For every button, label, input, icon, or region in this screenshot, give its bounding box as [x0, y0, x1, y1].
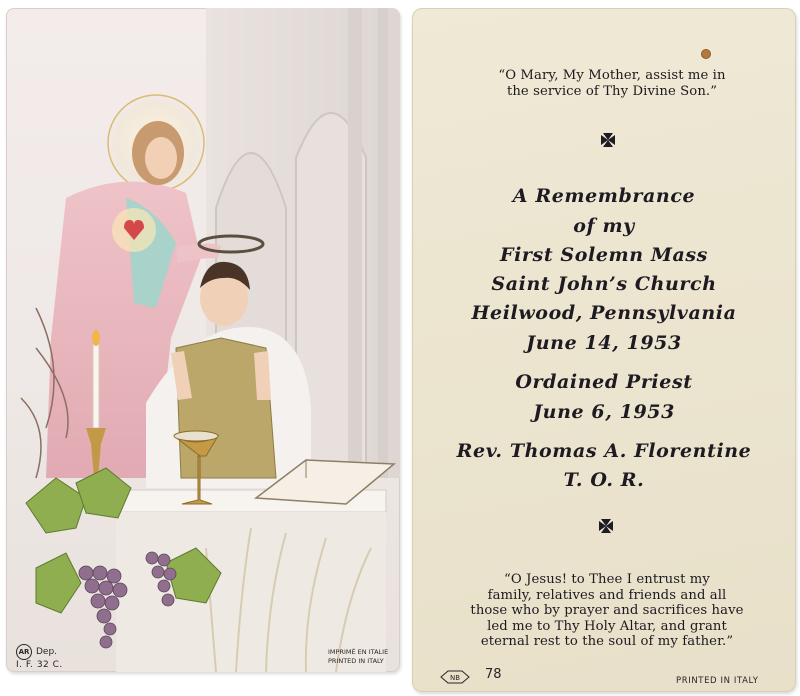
- illustration-sacred-heart-priest: [6, 8, 400, 672]
- publisher-mark: [16, 644, 57, 660]
- pin-hole: [701, 49, 711, 59]
- quote-line: led me to Thy Holy Altar, and grant: [487, 618, 727, 634]
- quote-line: eternal rest to the soul of my father.”: [480, 634, 734, 649]
- religious-order: T. O. R.: [563, 469, 645, 491]
- quote-line: “O Mary, My Mother, assist me in: [498, 68, 726, 83]
- maltese-cross-icon: [600, 132, 616, 148]
- quote-line: the service of Thy Divine Son.”: [506, 83, 718, 99]
- remembrance-heading: A Remembrance: [512, 185, 696, 207]
- mass-date: June 14, 1953: [526, 332, 682, 354]
- quote-line: family, relatives and friends and all: [487, 587, 727, 603]
- priest-name: Rev. Thomas A. Florentine: [456, 440, 752, 462]
- card-number: 78: [485, 667, 502, 682]
- maltese-cross-icon: [598, 518, 614, 534]
- publisher-logo-icon: AR: [16, 644, 32, 660]
- series-code: I. F. 32 C.: [16, 660, 63, 670]
- quote-line: “O Jesus! to Thee I entrust my: [504, 572, 710, 587]
- imprint-line-1: IMPRIMÉ EN ITALIE: [328, 648, 389, 656]
- dedication-prayer-quote: [442, 572, 772, 650]
- printed-in-italy: PRINTED IN ITALY: [676, 676, 759, 686]
- ordination-date: June 6, 1953: [533, 401, 675, 423]
- publisher-dep-label: Dep.: [36, 647, 58, 657]
- ordination-heading: Ordained Priest: [515, 371, 693, 393]
- quote-line: those who by prayer and sacrifices have: [470, 603, 744, 618]
- nb-logo-text: NB: [449, 674, 461, 682]
- holy-card-front: [6, 8, 400, 672]
- marian-prayer-quote: [442, 68, 782, 99]
- nb-publisher-logo-icon: [440, 670, 470, 684]
- church-name: Saint John’s Church: [491, 273, 717, 295]
- imprint-text: [328, 648, 392, 666]
- imprint-line-2: PRINTED IN ITALY: [328, 657, 384, 665]
- event-title: First Solemn Mass: [500, 244, 708, 266]
- remembrance-heading-2: of my: [573, 215, 635, 237]
- church-location: Heilwood, Pennsylvania: [471, 302, 737, 324]
- holy-card-back: [412, 8, 796, 692]
